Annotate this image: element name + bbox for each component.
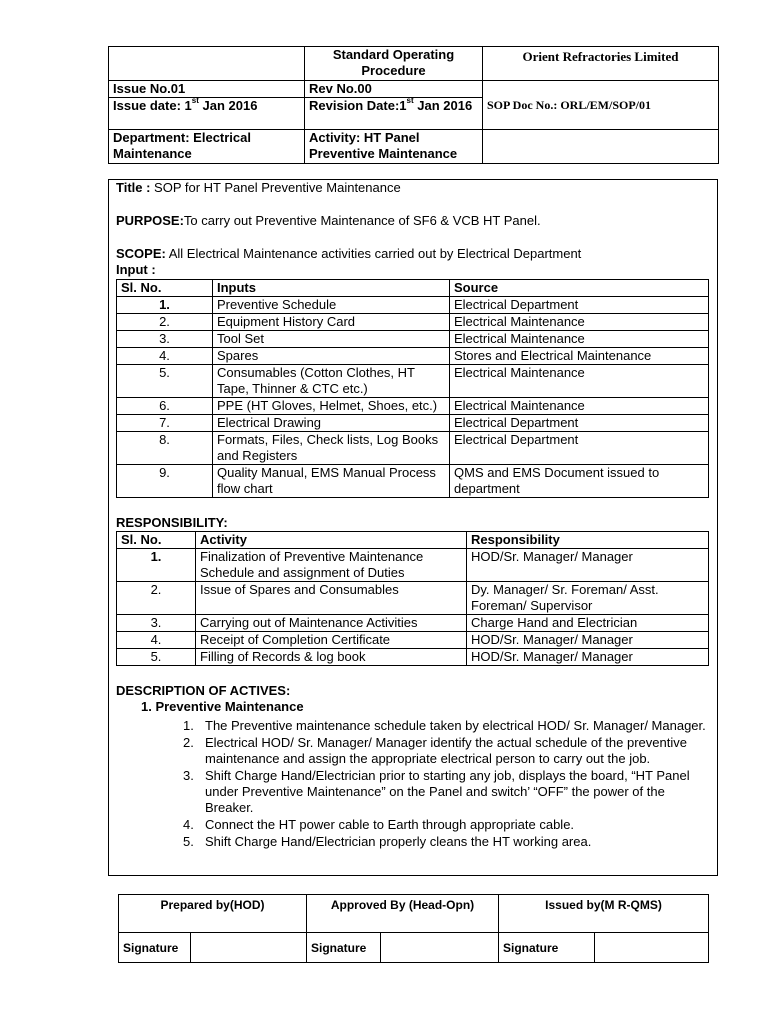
approval-table bbox=[118, 894, 709, 963]
table-row bbox=[117, 432, 709, 465]
sl-no-cell: 9. bbox=[117, 465, 213, 498]
list-item bbox=[183, 817, 713, 833]
responsibility-cell: Charge Hand and Electrician bbox=[467, 615, 709, 632]
responsibility-heading: RESPONSIBILITY: bbox=[116, 515, 228, 530]
doc-no: SOP Doc No.: ORL/EM/SOP/01 bbox=[483, 81, 719, 130]
sl-no-cell: 4. bbox=[117, 348, 213, 365]
source-cell: Electrical Maintenance bbox=[450, 398, 709, 415]
source-cell: Electrical Maintenance bbox=[450, 331, 709, 348]
sl-no-cell: 4. bbox=[117, 632, 196, 649]
sl-no-cell: 5. bbox=[117, 649, 196, 666]
scope-line: SCOPE: All Electrical Maintenance activities carried out by Electrical Department bbox=[116, 246, 582, 261]
table-row bbox=[117, 398, 709, 415]
resp-header-cell: Responsibility bbox=[467, 532, 709, 549]
source-cell: Electrical Department bbox=[450, 415, 709, 432]
step-number: 3. bbox=[183, 768, 194, 783]
rev-no: Rev No.00 bbox=[305, 81, 483, 98]
responsibility-cell: Dy. Manager/ Sr. Foreman/ Asst. Foreman/ Supervisor bbox=[467, 582, 709, 615]
table-row bbox=[117, 582, 709, 615]
description-steps bbox=[183, 718, 713, 851]
revision-date: Revision Date:1st Jan 2016 bbox=[305, 98, 483, 130]
step-text: Shift Charge Hand/Electrician properly cleans the HT working area. bbox=[205, 834, 592, 849]
responsibility-cell: HOD/Sr. Manager/ Manager bbox=[467, 632, 709, 649]
activity-cell: Carrying out of Maintenance Activities bbox=[196, 615, 467, 632]
source-cell: Stores and Electrical Maintenance bbox=[450, 348, 709, 365]
step-number: 5. bbox=[183, 834, 194, 849]
step-text: Connect the HT power cable to Earth through appropriate cable. bbox=[205, 817, 575, 832]
source-cell: Electrical Maintenance bbox=[450, 314, 709, 331]
purpose-line: PURPOSE:To carry out Preventive Maintenance of SF6 & VCB HT Panel. bbox=[116, 213, 541, 228]
sl-no-cell: 7. bbox=[117, 415, 213, 432]
prepared-by-label: Prepared by(HOD) bbox=[119, 895, 307, 933]
header-table bbox=[108, 46, 719, 164]
input-cell: Equipment History Card bbox=[213, 314, 450, 331]
resp-header-cell: Activity bbox=[196, 532, 467, 549]
activity: Activity: HT Panel Preventive Maintenance bbox=[305, 130, 483, 164]
prepared-signature-label: Signature bbox=[119, 933, 191, 963]
header-empty-cell bbox=[483, 130, 719, 164]
input-heading: Input : bbox=[116, 262, 156, 277]
step-text: Shift Charge Hand/Electrician prior to starting any job, displays the board, “HT Panel under Preventive Maintenance” on the Panel and switch’ “OFF” the power of the Breaker. bbox=[205, 768, 690, 815]
title-line: Title : SOP for HT Panel Preventive Maintenance bbox=[116, 180, 401, 195]
table-row bbox=[117, 415, 709, 432]
department: Department: Electrical Maintenance bbox=[109, 130, 305, 164]
sop-title: Standard Operating Procedure bbox=[305, 47, 483, 81]
source-cell: Electrical Department bbox=[450, 297, 709, 314]
activity-cell: Filling of Records & log book bbox=[196, 649, 467, 666]
issued-by-label: Issued by(M R-QMS) bbox=[499, 895, 709, 933]
inputs-header-cell: Sl. No. bbox=[117, 280, 213, 297]
sl-no-cell: 5. bbox=[117, 365, 213, 398]
step-text: The Preventive maintenance schedule taken by electrical HOD/ Sr. Manager/ Manager. bbox=[205, 718, 706, 733]
inputs-header-cell: Inputs bbox=[213, 280, 450, 297]
activity-cell: Receipt of Completion Certificate bbox=[196, 632, 467, 649]
inputs-table bbox=[116, 279, 709, 498]
input-cell: Quality Manual, EMS Manual Process flow chart bbox=[213, 465, 450, 498]
sl-no-cell: 3. bbox=[117, 331, 213, 348]
sl-no-cell: 1. bbox=[117, 297, 213, 314]
sl-no-cell: 3. bbox=[117, 615, 196, 632]
issue-no: Issue No.01 bbox=[109, 81, 305, 98]
step-number: 4. bbox=[183, 817, 194, 832]
issued-signature-field bbox=[595, 933, 709, 963]
sl-no-cell: 6. bbox=[117, 398, 213, 415]
approved-signature-label: Signature bbox=[307, 933, 381, 963]
list-item bbox=[183, 768, 713, 816]
table-row bbox=[117, 632, 709, 649]
step-number: 2. bbox=[183, 735, 194, 750]
resp-header-row bbox=[117, 532, 709, 549]
table-row bbox=[117, 549, 709, 582]
responsibility-cell: HOD/Sr. Manager/ Manager bbox=[467, 649, 709, 666]
company-name: Orient Refractories Limited bbox=[483, 47, 719, 81]
sop-body bbox=[108, 179, 718, 876]
input-cell: PPE (HT Gloves, Helmet, Shoes, etc.) bbox=[213, 398, 450, 415]
issued-signature-label: Signature bbox=[499, 933, 595, 963]
input-cell: Formats, Files, Check lists, Log Books and Registers bbox=[213, 432, 450, 465]
description-heading: DESCRIPTION OF ACTIVES: bbox=[116, 683, 291, 698]
input-cell: Consumables (Cotton Clothes, HT Tape, Thinner & CTC etc.) bbox=[213, 365, 450, 398]
table-row bbox=[117, 297, 709, 314]
input-cell: Tool Set bbox=[213, 331, 450, 348]
sl-no-cell: 2. bbox=[117, 314, 213, 331]
table-row bbox=[117, 314, 709, 331]
source-cell: Electrical Department bbox=[450, 432, 709, 465]
inputs-header-cell: Source bbox=[450, 280, 709, 297]
sl-no-cell: 1. bbox=[117, 549, 196, 582]
table-row bbox=[117, 348, 709, 365]
table-row bbox=[117, 331, 709, 348]
source-cell: Electrical Maintenance bbox=[450, 365, 709, 398]
sl-no-cell: 8. bbox=[117, 432, 213, 465]
table-row bbox=[117, 465, 709, 498]
list-item bbox=[183, 735, 713, 767]
input-cell: Spares bbox=[213, 348, 450, 365]
sl-no-cell: 2. bbox=[117, 582, 196, 615]
table-row bbox=[117, 365, 709, 398]
resp-header-cell: Sl. No. bbox=[117, 532, 196, 549]
approved-signature-field bbox=[381, 933, 499, 963]
source-cell: QMS and EMS Document issued to department bbox=[450, 465, 709, 498]
list-item bbox=[183, 834, 713, 850]
activity-cell: Issue of Spares and Consumables bbox=[196, 582, 467, 615]
section-heading: 1. Preventive Maintenance bbox=[141, 699, 304, 714]
issue-date: Issue date: 1st Jan 2016 bbox=[109, 98, 305, 130]
approved-by-label: Approved By (Head-Opn) bbox=[307, 895, 499, 933]
prepared-signature-field bbox=[191, 933, 307, 963]
input-cell: Preventive Schedule bbox=[213, 297, 450, 314]
inputs-header-row bbox=[117, 280, 709, 297]
step-text: Electrical HOD/ Sr. Manager/ Manager identify the actual schedule of the preventive maintenance and assign the appropriate electrical person to carry out the job. bbox=[205, 735, 687, 766]
list-item bbox=[183, 718, 713, 734]
header-blank-cell bbox=[109, 47, 305, 81]
input-cell: Electrical Drawing bbox=[213, 415, 450, 432]
table-row bbox=[117, 649, 709, 666]
responsibility-table bbox=[116, 531, 709, 666]
table-row bbox=[117, 615, 709, 632]
activity-cell: Finalization of Preventive Maintenance Schedule and assignment of Duties bbox=[196, 549, 467, 582]
responsibility-cell: HOD/Sr. Manager/ Manager bbox=[467, 549, 709, 582]
step-number: 1. bbox=[183, 718, 194, 733]
